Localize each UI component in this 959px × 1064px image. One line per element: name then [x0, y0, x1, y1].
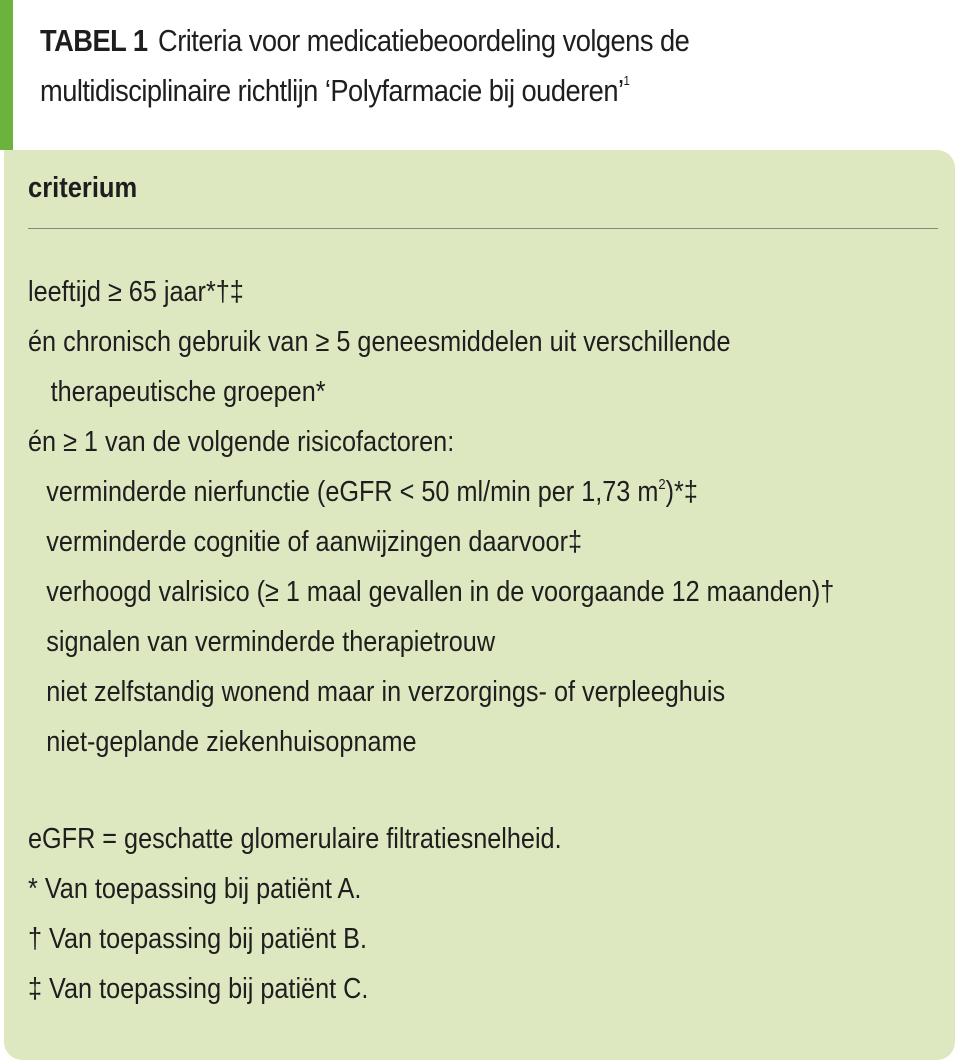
column-header: criterium [28, 172, 138, 204]
footnote-egfr: eGFR = geschatte glomerulaire filtratiesnelheid. [28, 823, 562, 855]
criteria-list [28, 267, 898, 767]
row-adherence: signalen van verminderde therapietrouw [46, 626, 496, 658]
kidney-markers: )*‡ [665, 476, 698, 508]
footnote-patient-c: ‡ Van toepassing bij patiënt C. [28, 973, 369, 1005]
row-fall-risk: verhoogd valrisico (≥ 1 maal gevallen in de voorgaande 12 maanden)† [46, 576, 835, 608]
title-text-1: Criteria voor medicatiebeoordeling volgens de [158, 23, 690, 58]
row-age: leeftijd ≥ 65 jaar*†‡ [28, 276, 244, 308]
table-title [40, 16, 832, 116]
title-line-1 [40, 16, 832, 66]
criteria-table [4, 150, 955, 1060]
table-label: TABEL 1 [40, 23, 148, 58]
kidney-superscript: 2 [658, 476, 666, 493]
footnote-patient-a: * Van toepassing bij patiënt A. [28, 873, 362, 905]
table-footnotes [28, 814, 898, 1014]
row-cognition: verminderde cognitie of aanwijzingen daarvoor‡ [46, 526, 583, 558]
row-residence: niet zelfstandig wonend maar in verzorgings- of verpleeghuis [46, 676, 726, 708]
footnote-patient-b: † Van toepassing bij patiënt B. [28, 923, 367, 955]
header-divider [28, 228, 938, 229]
row-risk-intro: én ≥ 1 van de volgende risicofactoren: [28, 426, 455, 458]
row-admission: niet-geplande ziekenhuisopname [46, 726, 417, 758]
kidney-text: verminderde nierfunctie (eGFR < 50 ml/min per 1,73 m [46, 476, 659, 508]
row-kidney-function [28, 467, 898, 517]
accent-bar [0, 0, 13, 150]
title-text-2: multidisciplinaire richtlijn ‘Polyfarmacie bij ouderen’ [40, 73, 624, 108]
row-chronic-use: én chronisch gebruik van ≥ 5 geneesmiddelen uit verschillende [28, 326, 731, 358]
row-chronic-use-continued: therapeutische groepen* [50, 376, 326, 408]
title-reference: 1 [623, 73, 630, 88]
title-line-2 [40, 66, 832, 116]
